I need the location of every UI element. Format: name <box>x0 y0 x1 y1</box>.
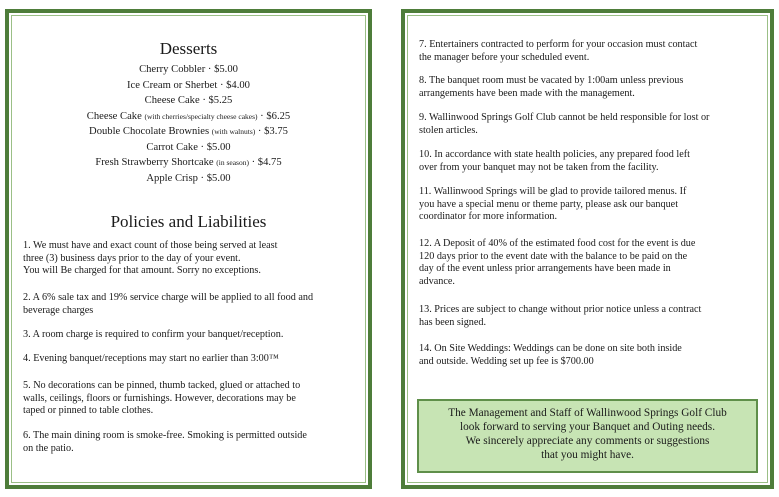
dessert-list <box>9 62 368 186</box>
policy-item: 14. On Site Weddings: Weddings can be done on site both inside and outside. Wedding set up fee is $700.00 <box>419 343 682 367</box>
policy-item: 1. We must have and exact count of those being served at least three (3) business days prior to the day of your event. You will Be charged for that amount. Sorry no exceptions. <box>23 240 278 276</box>
policy-item: 11. Wallinwood Springs will be glad to provide tailored menus. If you have a special menu or theme party, please ask our banquet coordinator for more information. <box>419 186 687 222</box>
policy-item: 6. The main dining room is smoke-free. Smoking is permitted outside on the patio. <box>23 430 307 454</box>
closing-message-box: The Management and Staff of Wallinwood Springs Golf Club look forward to serving your Banquet and Outing needs. We sincerely appreciate any comments or suggestions that you might have. <box>417 399 758 473</box>
dessert-item: Cheese Cake (with cherries/specialty cheese cakes) · $6.25 <box>86 110 291 122</box>
dessert-item: Fresh Strawberry Shortcake (in season) · $4.75 <box>95 157 282 168</box>
policy-item: 4. Evening banquet/receptions may start no earlier than 3:00™ <box>23 353 279 364</box>
policy-item: 10. In accordance with state health policies, any prepared food left over from your banquet may not be taken from the facility. <box>419 149 690 173</box>
policy-item: 9. Wallinwood Springs Golf Club cannot be held responsible for lost or stolen articles. <box>419 112 710 136</box>
left-menu-panel <box>5 9 372 489</box>
policy-item: 12. A Deposit of 40% of the estimated food cost for the event is due 120 days prior to the event date with the balance to be paid on the day of the event unless prior arrangements have been made in advance. <box>419 238 696 287</box>
dessert-item: Double Chocolate Brownies (with walnuts) · $3.75 <box>89 126 288 137</box>
dessert-item: Apple Crisp · $5.00 <box>146 172 231 184</box>
dessert-item: Ice Cream or Sherbet · $4.00 <box>127 79 250 91</box>
policy-item: 3. A room charge is required to confirm your banquet/reception. <box>23 329 284 340</box>
right-policies-panel <box>401 9 774 489</box>
policy-item: 5. No decorations can be pinned, thumb tacked, glued or attached to walls, ceilings, floors or furnishings. However, decorations may be taped or pinned to table clothes. <box>23 380 301 416</box>
dessert-item: Cheese Cake · $5.25 <box>144 95 233 106</box>
desserts-heading: Desserts <box>159 39 218 58</box>
policy-item: 8. The banquet room must be vacated by 1:00am unless previous arrangements have been made with the management. <box>419 75 684 99</box>
policies-heading: Policies and Liabilities <box>110 212 267 231</box>
dessert-item: Cherry Cobbler · $5.00 <box>139 64 238 75</box>
policy-item: 13. Prices are subject to change without prior notice unless a contract has been signed. <box>419 304 702 328</box>
policy-item: 7. Entertainers contracted to perform for your occasion must contact the manager before your scheduled event. <box>419 39 698 63</box>
dessert-item: Carrot Cake · $5.00 <box>146 141 231 153</box>
policy-item: 2. A 6% sale tax and 19% service charge will be applied to all food and beverage charges <box>23 292 314 316</box>
